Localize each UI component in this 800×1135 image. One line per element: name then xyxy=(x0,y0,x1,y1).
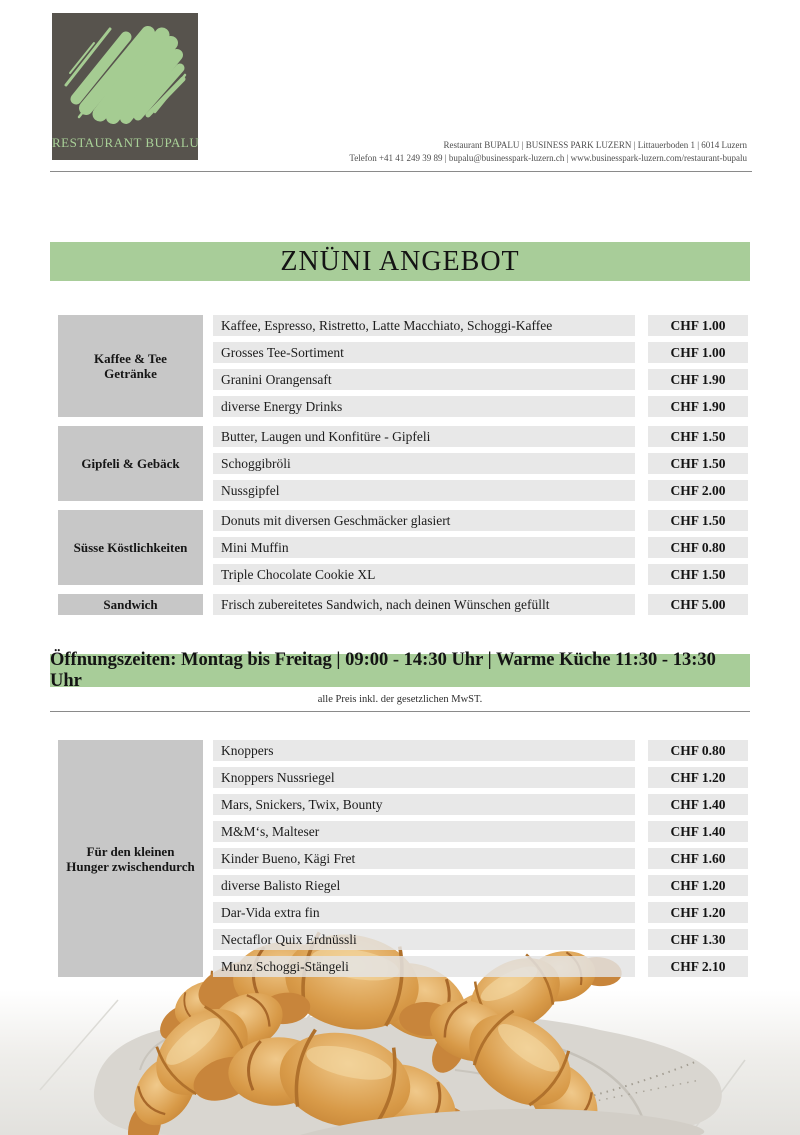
item-name: Frisch zubereitetes Sandwich, nach deinen Wünschen gefüllt xyxy=(213,594,635,615)
item-price: CHF 1.90 xyxy=(648,396,748,417)
item-price: CHF 1.00 xyxy=(648,315,748,336)
item-price: CHF 1.50 xyxy=(648,564,748,585)
item-name: Kaffee, Espresso, Ristretto, Latte Macchiato, Schoggi-Kaffee xyxy=(213,315,635,336)
menu-item-row xyxy=(213,564,748,585)
menu-rows xyxy=(213,594,748,615)
menu-item-row xyxy=(213,369,748,390)
item-price: CHF 1.30 xyxy=(648,929,748,950)
menu-item-row xyxy=(213,315,748,336)
logo-scribble-art xyxy=(52,13,198,131)
item-price: CHF 1.20 xyxy=(648,902,748,923)
menu-rows xyxy=(213,740,748,977)
category-label: Für den kleinen Hunger zwischendurch xyxy=(58,740,203,977)
menu-bottom xyxy=(58,740,748,986)
hours-banner xyxy=(50,649,750,691)
menu-item-row xyxy=(213,537,748,558)
menu-item-row xyxy=(213,342,748,363)
menu-section xyxy=(58,740,748,977)
menu-item-row xyxy=(213,480,748,501)
header-divider xyxy=(50,171,752,172)
menu-item-row xyxy=(213,740,748,761)
logo-brand-text: RESTAURANT BUPALU xyxy=(52,135,200,150)
item-price: CHF 0.80 xyxy=(648,537,748,558)
menu-item-row xyxy=(213,848,748,869)
page-title: ZNÜNI ANGEBOT xyxy=(280,245,520,277)
item-name: Mars, Snickers, Twix, Bounty xyxy=(213,794,635,815)
item-price: CHF 2.00 xyxy=(648,480,748,501)
category-label: Süsse Köstlichkeiten xyxy=(58,510,203,585)
item-price: CHF 1.60 xyxy=(648,848,748,869)
item-price: CHF 1.40 xyxy=(648,794,748,815)
category-label: Sandwich xyxy=(58,594,203,615)
contact-address: Restaurant BUPALU | BUSINESS PARK LUZERN | Littauerboden 1 | 6014 Luzern xyxy=(443,140,747,150)
item-name: diverse Balisto Riegel xyxy=(213,875,635,896)
item-name: Granini Orangensaft xyxy=(213,369,635,390)
category-label: Gipfeli & Gebäck xyxy=(58,426,203,501)
item-price: CHF 1.20 xyxy=(648,875,748,896)
menu-item-row xyxy=(213,929,748,950)
menu-item-row xyxy=(213,453,748,474)
item-price: CHF 0.80 xyxy=(648,740,748,761)
item-name: Nussgipfel xyxy=(213,480,635,501)
menu-item-row xyxy=(213,902,748,923)
menu-section xyxy=(58,594,748,615)
item-name: Triple Chocolate Cookie XL xyxy=(213,564,635,585)
item-price: CHF 1.20 xyxy=(648,767,748,788)
item-price: CHF 1.90 xyxy=(648,369,748,390)
footer-divider xyxy=(50,711,750,712)
menu-item-row xyxy=(213,956,748,977)
contact-phone-web: Telefon +41 41 249 39 89 | bupalu@businesspark-luzern.ch | www.businesspark-luzern.com/restaurant-bupalu xyxy=(349,153,747,163)
menu-rows xyxy=(213,510,748,585)
item-name: Nectaflor Quix Erdnüssli xyxy=(213,929,635,950)
item-name: Dar-Vida extra fin xyxy=(213,902,635,923)
item-name: Donuts mit diversen Geschmäcker glasiert xyxy=(213,510,635,531)
category-label: Kaffee & Tee Getränke xyxy=(58,315,203,417)
item-price: CHF 1.50 xyxy=(648,426,748,447)
item-name: Mini Muffin xyxy=(213,537,635,558)
item-price: CHF 1.40 xyxy=(648,821,748,842)
menu-item-row xyxy=(213,594,748,615)
menu-item-row xyxy=(213,875,748,896)
item-name: Kinder Bueno, Kägi Fret xyxy=(213,848,635,869)
item-name: M&M‘s, Malteser xyxy=(213,821,635,842)
menu-item-row xyxy=(213,767,748,788)
tax-note: alle Preis inkl. der gesetzlichen MwST. xyxy=(317,694,483,705)
menu-rows xyxy=(213,315,748,417)
menu-rows xyxy=(213,426,748,501)
menu-top xyxy=(58,315,748,624)
item-name: Schoggibröli xyxy=(213,453,635,474)
item-name: Knoppers xyxy=(213,740,635,761)
header-contact xyxy=(349,139,747,165)
menu-section xyxy=(58,510,748,585)
item-name: Knoppers Nussriegel xyxy=(213,767,635,788)
item-price: CHF 5.00 xyxy=(648,594,748,615)
item-name: Butter, Laugen und Konfitüre - Gipfeli xyxy=(213,426,635,447)
item-price: CHF 1.50 xyxy=(648,453,748,474)
item-name: Munz Schoggi-Stängeli xyxy=(213,956,635,977)
title-banner xyxy=(50,242,750,281)
item-price: CHF 1.00 xyxy=(648,342,748,363)
menu-item-row xyxy=(213,510,748,531)
menu-item-row xyxy=(213,426,748,447)
menu-item-row xyxy=(213,821,748,842)
restaurant-logo xyxy=(52,13,198,160)
item-name: Grosses Tee-Sortiment xyxy=(213,342,635,363)
menu-section xyxy=(58,315,748,417)
item-name: diverse Energy Drinks xyxy=(213,396,635,417)
item-price: CHF 2.10 xyxy=(648,956,748,977)
hours-text: Öffnungszeiten: Montag bis Freitag | 09:00 - 14:30 Uhr | Warme Küche 11:30 - 13:30 Uhr xyxy=(50,649,716,691)
menu-section xyxy=(58,426,748,501)
menu-item-row xyxy=(213,794,748,815)
item-price: CHF 1.50 xyxy=(648,510,748,531)
menu-item-row xyxy=(213,396,748,417)
